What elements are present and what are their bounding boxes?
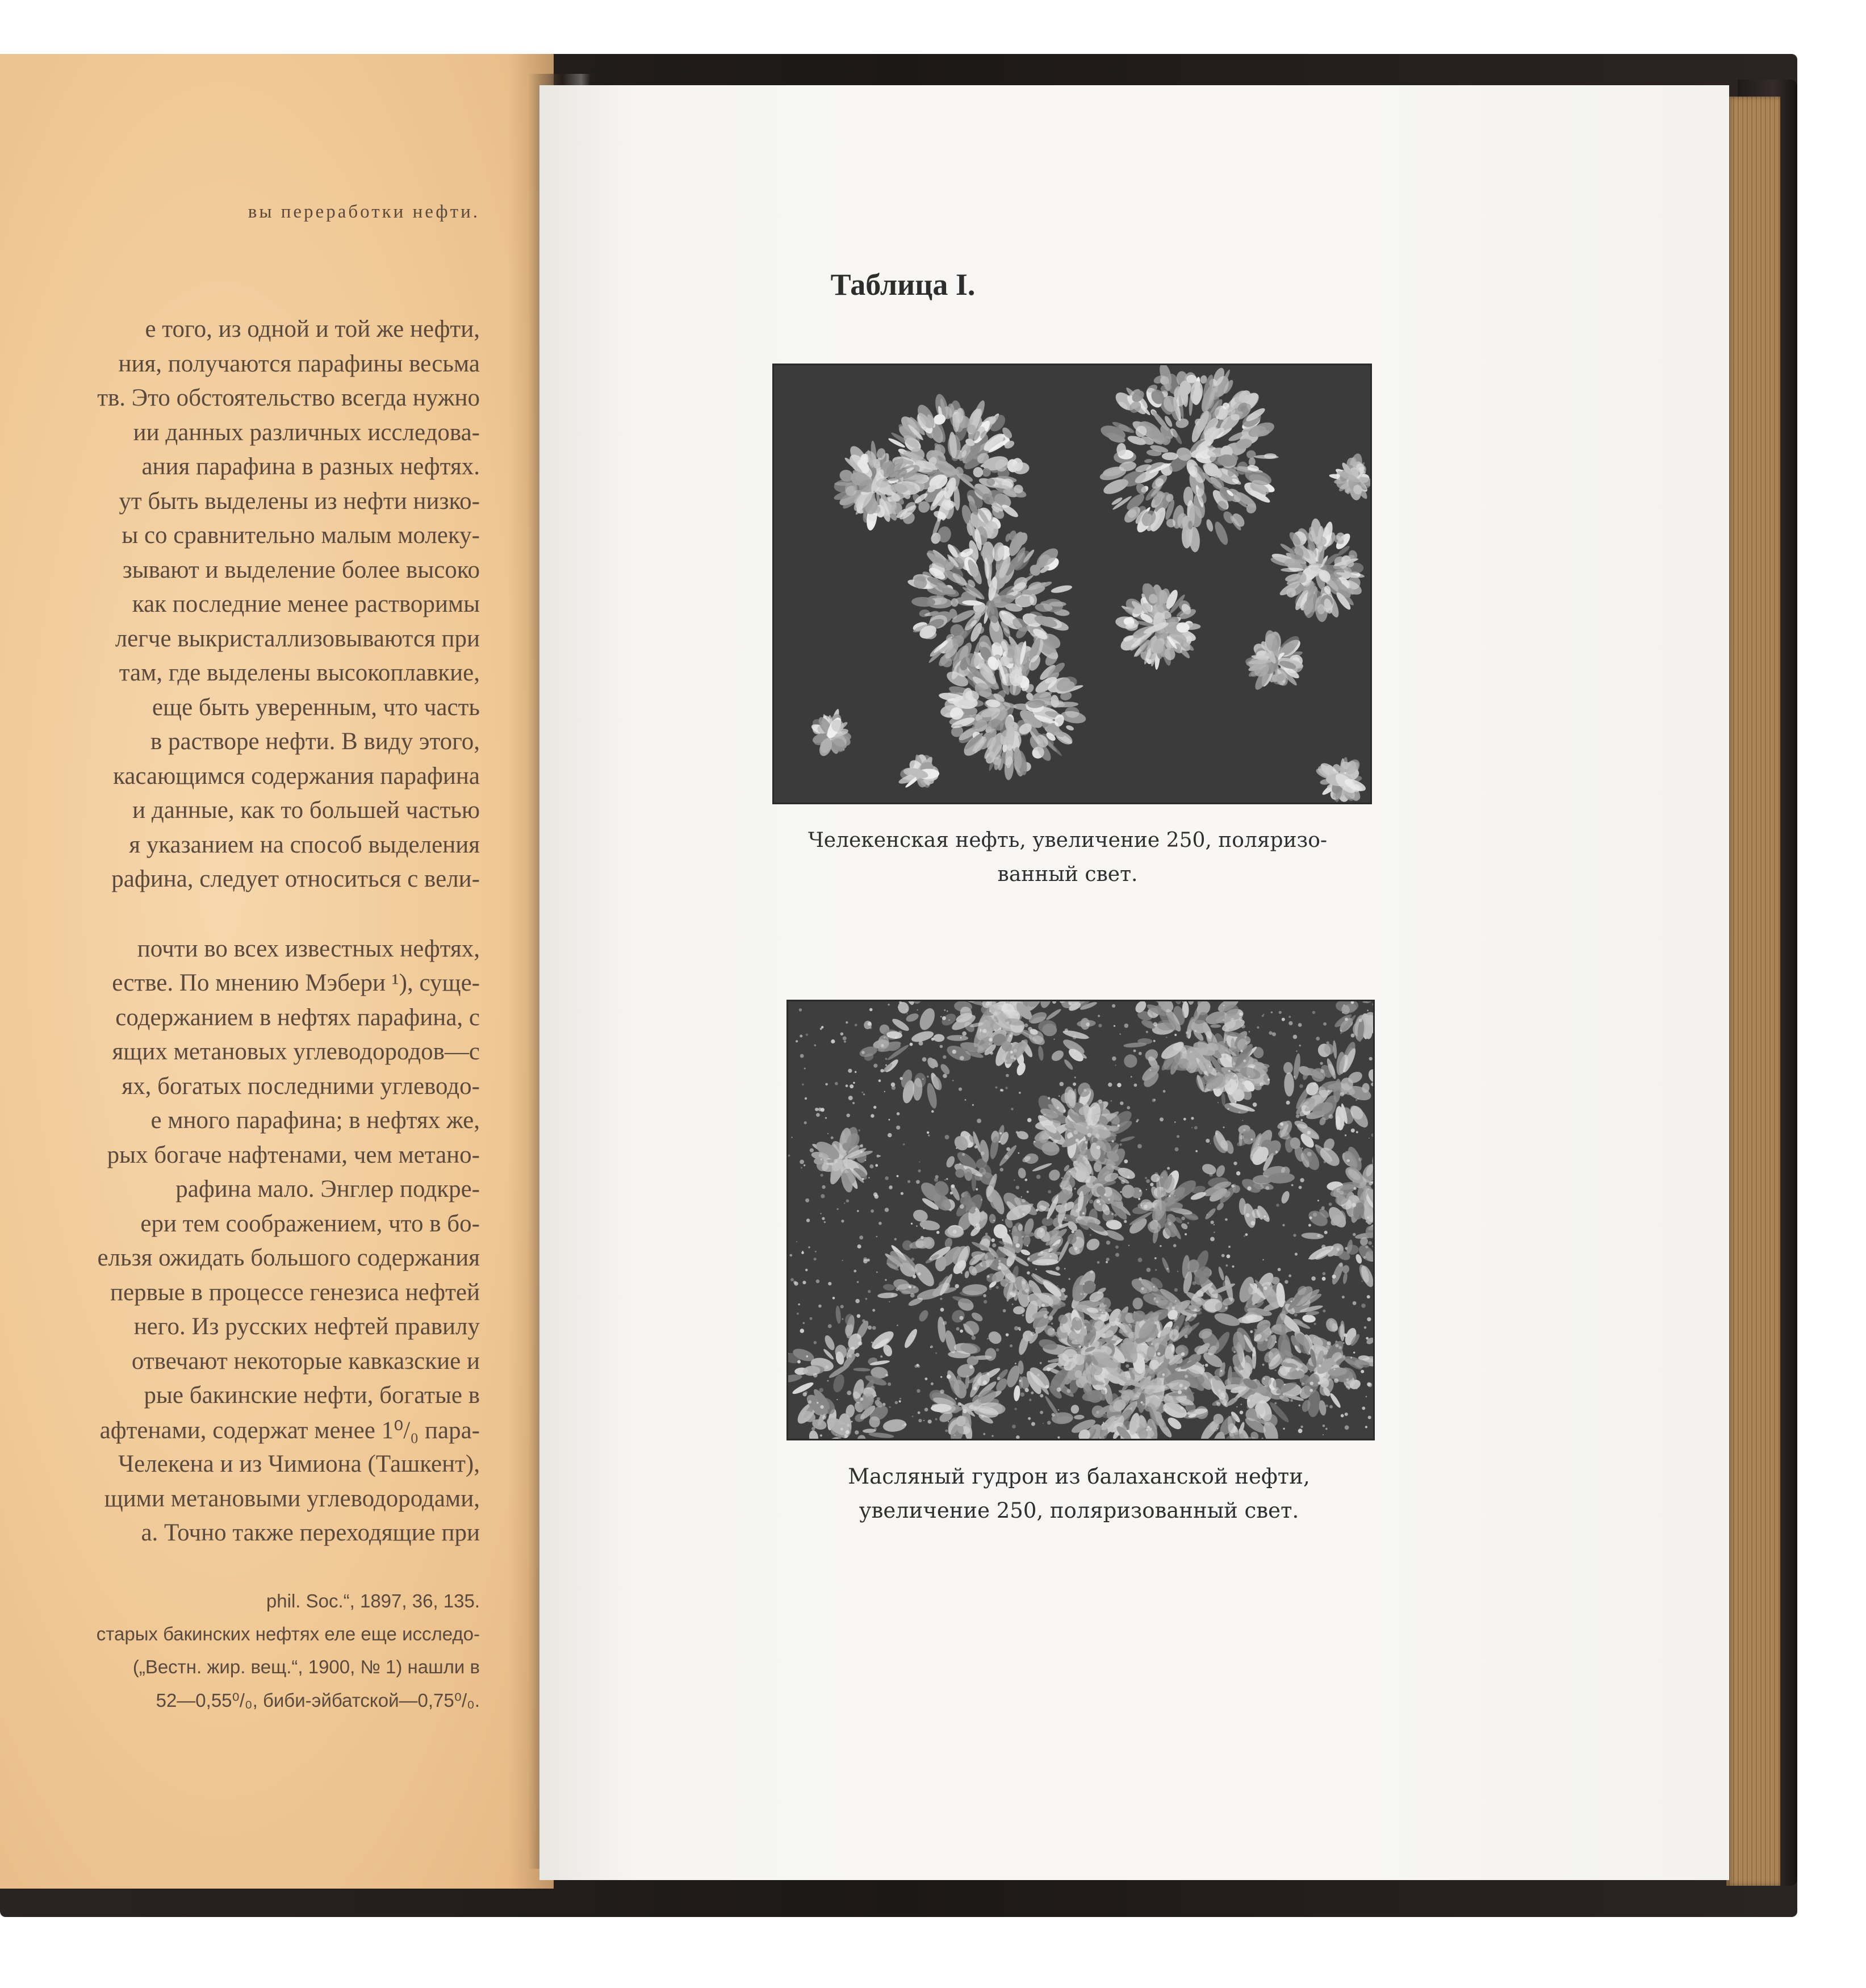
left-text-line: я указанием на способ выделения	[129, 831, 480, 858]
left-text-line: отвечают некоторые кавказские и	[131, 1347, 480, 1375]
left-text-line: е много парафина; в нефтях же,	[150, 1107, 480, 1134]
left-text-line: ящих метановых углеводородов—с	[112, 1038, 480, 1065]
left-text-line: ания парафина в разных нефтях.	[141, 453, 480, 480]
left-page	[0, 54, 554, 1889]
left-text-line: рафина мало. Энглер подкре-	[175, 1176, 480, 1202]
left-text-line: ии данных различных исследова-	[133, 419, 480, 446]
left-text-line: касающимся содержания парафина	[113, 762, 480, 790]
figure-1-photo	[772, 364, 1372, 804]
figure-2-caption-line-2: увеличение 250, поляризованный свет.	[859, 1498, 1299, 1523]
figure-1-caption-line-2: ванный свет.	[997, 863, 1138, 886]
left-text-line: ы со сравнительно малым молеку-	[122, 522, 480, 549]
figure-1-caption	[778, 824, 1357, 892]
left-text-line: естве. По мнению Мэбери ¹), суще-	[112, 970, 480, 996]
left-text-line: ния, получаются парафины весьма	[118, 350, 480, 377]
figure-2-caption	[789, 1460, 1369, 1528]
crystal-micrograph-2	[788, 1001, 1373, 1439]
left-text-line: е того, из одной и той же нефти,	[145, 316, 480, 343]
left-text-line: почти во всех известных нефтях,	[137, 935, 480, 962]
left-text-line: и данные, как то большей частью	[132, 797, 480, 824]
footnote-line: 52—0,55⁰/₀, биби-эйбатской—0,75⁰/₀.	[156, 1690, 480, 1711]
running-head: вы переработки нефти.	[248, 202, 480, 222]
left-text-line: легче выкристаллизовываются при	[115, 625, 480, 652]
right-page	[539, 85, 1729, 1880]
figure-1-caption-line-1: Челекенская нефть, увеличение 250, поляризо-	[808, 829, 1328, 852]
left-text-line: в растворе нефти. В виду этого,	[150, 728, 480, 755]
crystal-micrograph-1	[774, 365, 1370, 803]
left-text-line: еще быть уверенным, что часть	[152, 694, 480, 721]
left-text-line: него. Из русских нефтей правилу	[133, 1313, 480, 1340]
left-text-line: ут быть выделены из нефти низко-	[119, 487, 480, 515]
left-text-line: а. Точно также переходящие при	[141, 1519, 480, 1546]
left-text-line: там, где выделены высокоплавкие,	[119, 659, 480, 686]
footnote-line: старых бакинских нефтях еле еще исследо-	[96, 1623, 480, 1644]
left-text-line: ери тем соображением, что в бо-	[140, 1210, 480, 1237]
figure-2-photo	[786, 1000, 1375, 1440]
left-text-line: первые в процессе генезиса нефтей	[110, 1279, 480, 1306]
left-text-line: тв. Это обстоятельство всегда нужно	[97, 385, 480, 411]
left-text-line: содержанием в нефтях парафина, с	[115, 1004, 480, 1031]
plate-title: Таблица I.	[830, 268, 976, 302]
left-text-line: щими метановыми углеводородами,	[104, 1485, 480, 1512]
left-text-line: рых богаче нафтенами, чем метано-	[107, 1141, 480, 1168]
left-text-line: Челекена и из Чимиона (Ташкент),	[118, 1451, 480, 1477]
left-text-line: зывают и выделение более высоко	[122, 556, 480, 583]
left-text-line: рые бакинские нефти, богатые в	[144, 1382, 480, 1409]
figure-2-caption-line-1: Масляный гудрон из балаханской нефти,	[848, 1464, 1310, 1489]
left-text-line: рафина, следует относиться с вели-	[111, 866, 480, 892]
footnote-line: phil. Soc.“, 1897, 36, 135.	[266, 1590, 480, 1611]
left-text-line: ях, богатых последними углеводо-	[122, 1072, 480, 1100]
left-text-line: ельзя ожидать большого содержания	[97, 1244, 480, 1271]
page-edges	[1726, 97, 1780, 1886]
footnote-line: („Вестн. жир. вещ.“, 1900, № 1) нашли в	[132, 1656, 480, 1677]
left-text-line: афтенами, содержат менее 1⁰/₀ пара-	[99, 1417, 480, 1444]
left-text-line: как последние менее растворимы	[132, 591, 480, 617]
